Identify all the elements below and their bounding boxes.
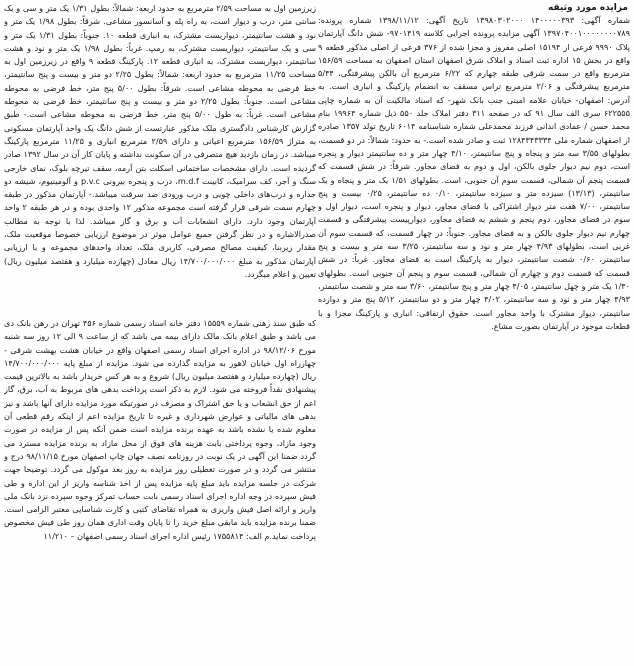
notice-title: مزایده مورد وثیقه: [547, 3, 628, 13]
left-column: [4, 2, 316, 653]
left-column-text-1: زیرزمین اول به مساحت ۲/۵۹ مترمربع به حدود اربعه: شمالاً: بطول ۱/۳۱ یک متر و سی و یک سانتی متر، درب و دیوار است، به راه پله و آسانسور مشاعی. شرقاً: بطول ۱/۹۸ یک متر و نود و هشت سانتیمتر، دیواریست مشترک، به انباری قطعه ۱۰. جنوباً: بطول ۱/۳۱ یک متر و سی و یک سانتیمتر، دیواریست مشترک، به رمپ. غرباً: بطول ۱/۹۸ یک متر و نود و هشت سانتیمتر، دیواریست مشترک، به انباری قطعه ۱۲. پارکینگ قطعه ۹ واقع در زیرزمین اول به مساحت ۱۱/۲۵ مترمربع به حدود اربعه: شمالاً: بطول ۲/۲۵ دو متر و بیست و پنج سانتیمتر، خط فرضی به محوطه مشاعی است. شرقاً: بطول ۵/۰۰ پنج متر، خط فرضی به محوطه مشاعی است. جنوباً: بطول ۲/۲۵ دو متر و بیست و پنج سانتیمتر، خط فرضی به محوطه مشاعی است. غرباً: به طول ۵/۰۰ پنج متر، خط فرضی به محوطه مشاعی است.- طبق گزارش کارشناس دادگستری ملک مذکور عبارتست از شش دانگ یک واحد آپارتمان مسکونی به متراژ ۱۵۶/۵۹ مترمربع اعیانی و دارای ۲/۵۹ مترمربع انباری و ۱۱/۲۵ مترمربع پارکینگ میباشد. در زمان بازدید هیچ متصرفی در آن سکونت نداشته و پایان کار آن در سال ۱۳۹۲ صادر گردیده است. دارای مشخصات ساختمانی اسکلت بتن آرمه، سقف تیرچه بلوک، نمای خارجی سنگ و آجر، کف سرامیک، کابینت m.d.f، درب و پنجره بیرونی p.v.c و آلومینیوم، شیشه دو جداره و درب‌های داخلی چوبی و درب ورودی ضد سرقت میباشد.- آپارتمان مذکور در طبقه چهارم سمت شرقی قرار گرفته است مجموعه مذکور ۱۲ واحدی بوده و در هر طبقه ۲ واحد آپارتمان وجود دارد. دارای انشعابات آب و برق و گاز میباشد. لذا با توجه به مطالب صدرالاشاره و در نظر گرفتن جمیع عوامل موثر در موضوع ارزیابی خصوصا موقعیت ملک، مقدار زیربنا، کیفیت مصالح مصرفی، کاربری ملک، تعداد واحدهای مجموعه و با ارزیابی آپارتمان مذکور به مبلغ ۱۴/۷۰۰/۰۰۰/۰۰۰ ریال معادل (چهارده میلیارد و هفتصد میلیون ریال) تعیین و اعلام میگردد.: [4, 3, 316, 279]
right-column: [318, 2, 630, 664]
right-column-text: شماره آگهی: ۱۴۰۰۰۰۰۳۹۳ ۱۳۹۸۰۳۰۲۰۰۰ تاریخ آگهی: ۱۳۹۸/۱۱/۱۲ شماره پرونده: ۱۳۹۷۰۴۰۰۱۰۰۰۰۰۰۰۰۷۸۹ آگهی مزایده پرونده اجرایی کلاسه ۹۷۰۱۴۱۹- شش دانگ آپارتمان پلاک ۹۹۹۰ فرعی از ۱۵۱۹۴ اصلی مفروز و مجزا شده از ۳۷۶ فرعی از اصلی مذکور قطعه ۹ واقع در بخش ۱۵ اداره ثبت اسناد و املاک شرق اصفهان استان اصفهان به مساحت ۱۵۶/۵۹ مترمربع واقع در سمت شرقی طبقه چهارم که ۶/۲۲ مترمربع آن بالکن پیشرفتگی، ۵/۴۴ مترمربع پیشرفتگی و ۲/۰۶ مترمربع تراس مسقف به انضمام پارکینگ و انباری است. به آدرس: اصفهان- خیابان علامه امینی جنب بانک شهر- که اسناد مالکیت آن به شماره چاپی ۶۲۲۵۵۵ سری الف سال ۹۱ که در صفحه ۳۱۱ دفتر املاک جلد ۵۵۰ ذیل شماره ۱۹۹۶۴ بنام محمد حسن / عمادی اندانی فرزند محمدعلی شماره شناسنامه ۶۰۱۴ تاریخ تولد ۱۳۵۷ صادره از اصفهان شماره ملی ۱۲۸۴۳۴۳۳۳۴ ثبت و صادر شده است.- به حدود: شمالاً: در دو قسمت، بطولهای ۳/۵۵ سه متر و پنجاه و پنج سانتیمتر، ۴/۱۰ چهار متر و ده سانتیمتر دیوار و پنجره است، دوم نیم دیوار جلوی بالکن، اول و دوم به فضای مجاور. شرقاً: در شش قسمت که قسمت پنجم آن شمالی، قسمت سوم آن جنوبی، است. بطولهای ۱/۵۱ یک متر و پنجاه و یک سانتیمتر، (۱۳/۱۳) سیزده متر و سیزده سانتیمتر، ۰/۱۰ ده سانتیمتر، ۰/۲۵ بیست و پنج سانتیمتر، ۷/۰۰ هفت متر دیوار اشتراکی با فضای مجاور، دیوار و پنجره است، دیوار اول و سوم در فضای مجاور، دوم پنجم و ششم به فضای مجاور، دیوارپیست پیشرفتگی و قسمت چهارم نیم دیوار جلوی بالکن و به فضای مجاور. جنوباً: در چهار قسمت، که قسمت سوم آن غربی است، بطولهای ۴/۹۳ چهار متر و نود و سه سانتیمتر، ۳/۲۵ سه متر و بیست و پنج سانتیمتر، ۰/۶۰ شصت سانتیمتر، دیوار به پارکینگ است به فضای مجاور. غرباً: در شش قسمت که قسمت دوم و چهارم آن شمالی، قسمت سوم و پنجم آن جنوبی است. بطولهای ۱/۴۰ یک متر و چهل سانتیمتر، ۴/۰۵ چهار متر و پنج سانتیمتر، ۳/۶۰ سه متر و شصت سانتیمتر، ۴/۹۳ چهار متر و نود و سه سانتیمتر، ۴/۰۲ چهار متر و دو سانتیمتر، ۵/۱۲ پنج متر و دوازده سانتیمتر، دیوار مشترک با واحد مجاور است. حقوق ارتفاقی: انباری و پارکینگ مجزا و با قطعات موجود در آپارتمان بصورت مشاع.: [318, 15, 630, 331]
left-column-text-2: که طبق سند رهنی شماره ۱۵۵۵۹ دفتر خانه اسناد رسمی شماره ۴۵۶ تهران در رهن بانک دی می باشد و طبق اعلام بانک مالک دارای بیمه می باشد که از ساعت ۹ الی ۱۲ روز سه شنبه مورخ ۹۸/۱۲/۰۶ در اداره اجرای اسناد رسمی اصفهان واقع در خیابان هشت بهشت شرقی - چهارراه اول خیابان لاهور به مزایده گذارده می شود. مزایده از مبلغ پایه ۱۴/۷۰۰/۰۰۰/۰۰۰ ریال (چهارده میلیارد و هفتصد میلیون ریال) شروع و به هر کس خریدار باشد به بالاترین قیمت پیشنهادی نقداً فروخته می شود. لازم به ذکر است پرداخت بدهی های مربوط به آب، برق، گاز اعم از حق انشعاب و یا حق اشتراک و مصرف در صورتیکه مورد مزایده دارای آنها باشد و نیز بدهی های مالیاتی و عوارض شهرداری و غیره تا تاریخ مزایده اعم از اینکه رقم قطعی آن معلوم شده یا نشده باشد به عهده برنده مزایده است ضمن آنکه پس از مزایده در صورت وجود مازاد، وجوه پرداختی بابت هزینه های فوق از محل مازاد به برنده مزایده مسترد می گردد ضمنا این آگهی در یک نوبت در روزنامه نصف جهان چاپ اصفهان مورخ ۹۸/۱۱/۱۵ درج و منتشر می گردد و در صورت تعطیلی روز مزایده به روز بعد موکول می گردد. توضیحا جهت شرکت در جلسه مزایده باید مبلغ پایه مزایده پس از اخذ شناسه واریز از این اداره و طی فیش سپرده در وجه اداره اجرای اسناد رسمی بابت حساب تمرکز وجوه سپرده نزد بانک ملی واریز و ارائه اصل فیش واریزی به همراه تقاضای کتبی و کارت شناسایی معتبر الزامی است. ضمنا برنده مزایده باید مابقی مبلغ خرید را تا پایان وقت اداری همان روز طی فیش مخصوص پرداخت نماید.م الف: ۱۷۵۵۸۱۴ رئیس اداره اجرای اسناد رسمی اصفهان – ۱۱/۲۱۰: [4, 318, 316, 541]
